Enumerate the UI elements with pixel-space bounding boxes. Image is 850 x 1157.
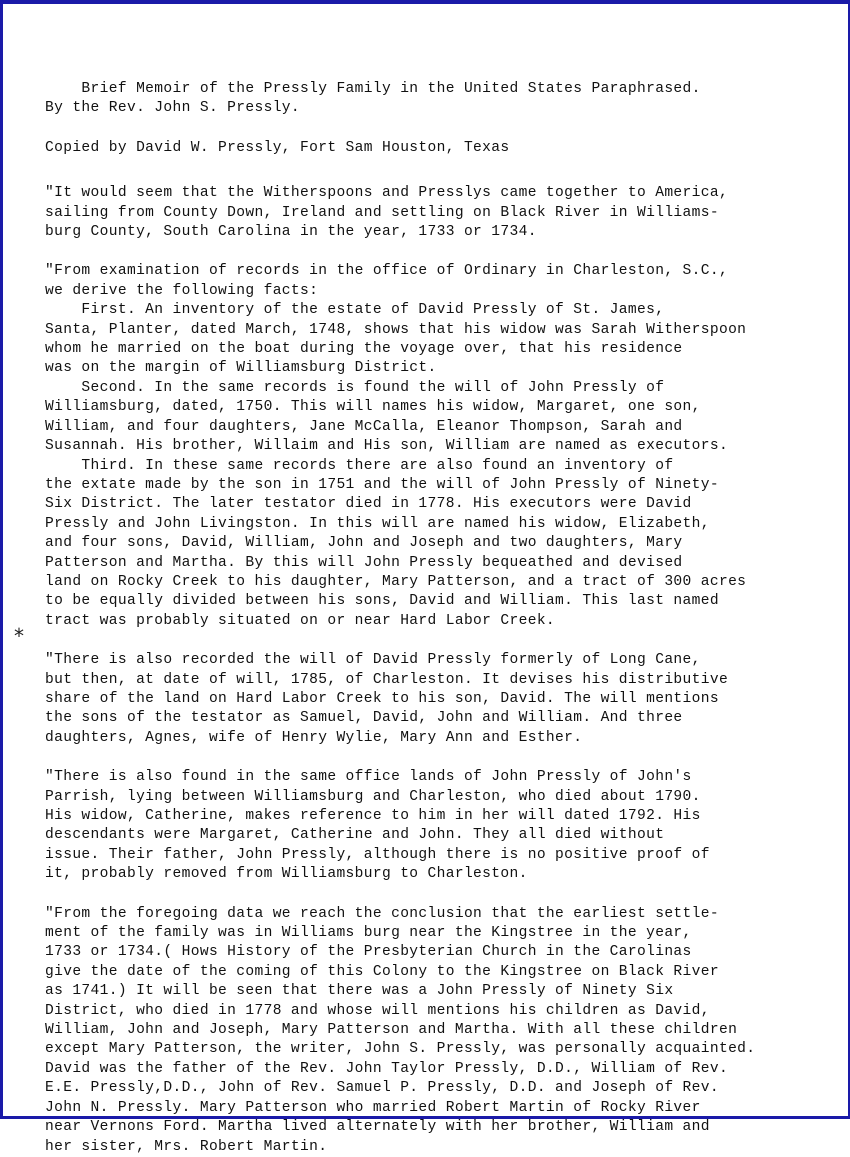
text-line: land on Rocky Creek to his daughter, Mary Patterson, and a tract of 300 acres: [45, 573, 747, 590]
paragraph: [45, 905, 845, 1157]
text-line: it, probably removed from Williamsburg to Charleston.: [45, 866, 528, 883]
text-line: "There is also recorded the will of David Pressly formerly of Long Cane,: [45, 652, 701, 669]
text-line: William, John and Joseph, Mary Patterson and Martha. With all these children: [45, 1022, 738, 1039]
title-line-2: By the Rev. John S. Pressly.: [45, 100, 301, 117]
copied-by-line: Copied by David W. Pressly, Fort Sam Houston, Texas: [45, 139, 510, 156]
text-line: we derive the following facts:: [45, 282, 319, 299]
text-line: daughters, Agnes, wife of Henry Wylie, Mary Ann and Esther.: [45, 729, 583, 746]
text-line: as 1741.) It will be seen that there was a John Pressly of Ninety Six: [45, 983, 674, 1000]
text-line: share of the land on Hard Labor Creek to his son, David. The will mentions: [45, 690, 719, 707]
paragraph: [45, 768, 845, 884]
text-line: descendants were Margaret, Catherine and John. They all died without: [45, 827, 665, 844]
text-line: tract was probably situated on or near Hard Labor Creek.: [45, 612, 556, 629]
text-line: Pressly and John Livingston. In this will are named his widow, Elizabeth,: [45, 515, 710, 532]
paragraph: [45, 184, 845, 242]
title-line-1: Brief Memoir of the Pressly Family in the United States Paraphrased.: [45, 81, 701, 97]
text-line: Third. In these same records there are also found an inventory of: [45, 457, 674, 474]
text-line: ment of the family was in Williams burg near the Kingstree in the year,: [45, 925, 692, 942]
text-line: 1733 or 1734.( Hows History of the Presbyterian Church in the Carolinas: [45, 944, 692, 961]
text-line: Williamsburg, dated, 1750. This will names his widow, Margaret, one son,: [45, 399, 701, 416]
text-line: issue. Their father, John Pressly, although there is no positive proof of: [45, 846, 710, 863]
text-line: to be equally divided between his sons, David and William. This last named: [45, 593, 719, 610]
text-line: sailing from County Down, Ireland and settling on Black River in Williams-: [45, 204, 719, 221]
text-line: the extate made by the son in 1751 and the will of John Pressly of Ninety-: [45, 476, 719, 493]
margin-asterisk-mark: *: [14, 624, 24, 648]
text-line: burg County, South Carolina in the year, 1733 or 1734.: [45, 224, 537, 241]
text-line: "There is also found in the same office lands of John Pressly of John's: [45, 769, 692, 786]
text-line: Parrish, lying between Williamsburg and Charleston, who died about 1790.: [45, 788, 701, 805]
text-line: whom he married on the boat during the voyage over, that his residence: [45, 341, 683, 358]
memoir-body: [45, 184, 845, 1157]
text-line: Santa, Planter, dated March, 1748, shows that his widow was Sarah Witherspoon: [45, 321, 747, 338]
text-line: her sister, Mrs. Robert Martin.: [45, 1138, 328, 1155]
text-line: give the date of the coming of this Colony to the Kingstree on Black River: [45, 963, 719, 980]
text-line: Six District. The later testator died in 1778. His executors were David: [45, 496, 692, 513]
paragraph: [45, 651, 845, 748]
text-line: "From the foregoing data we reach the conclusion that the earliest settle-: [45, 905, 719, 922]
text-line: His widow, Catherine, makes reference to him in her will dated 1792. His: [45, 808, 701, 824]
text-line: but then, at date of will, 1785, of Charleston. It devises his distributive: [45, 671, 729, 688]
text-line: Second. In the same records is found the will of John Pressly of: [45, 379, 665, 396]
text-line: First. An inventory of the estate of David Pressly of St. James,: [45, 302, 665, 319]
text-line: David was the father of the Rev. John Taylor Pressly, D.D., William of Rev.: [45, 1060, 729, 1077]
text-line: "It would seem that the Witherspoons and Presslys came together to America,: [45, 185, 729, 202]
text-line: William, and four daughters, Jane McCalla, Eleanor Thompson, Sarah and: [45, 418, 683, 435]
text-line: the sons of the testator as Samuel, David, John and William. And three: [45, 710, 683, 727]
text-line: and four sons, David, William, John and Joseph and two daughters, Mary: [45, 535, 683, 552]
memoir-document: [45, 80, 845, 1157]
text-line: was on the margin of Williamsburg District.: [45, 360, 437, 377]
text-line: John N. Pressly. Mary Patterson who married Robert Martin of Rocky River: [45, 1099, 701, 1116]
text-line: near Vernons Ford. Martha lived alternately with her brother, William and: [45, 1119, 710, 1136]
text-line: District, who died in 1778 and whose will mentions his children as David,: [45, 1002, 710, 1019]
text-line: E.E. Pressly,D.D., John of Rev. Samuel P. Pressly, D.D. and Joseph of Rev.: [45, 1080, 719, 1097]
text-line: except Mary Patterson, the writer, John S. Pressly, was personally acquainted.: [45, 1041, 756, 1058]
text-line: Patterson and Martha. By this will John Pressly bequeathed and devised: [45, 554, 683, 571]
text-line: Susannah. His brother, Willaim and His son, William are named as executors.: [45, 438, 729, 455]
paragraph: [45, 262, 845, 631]
text-line: "From examination of records in the office of Ordinary in Charleston, S.C.,: [45, 263, 729, 280]
